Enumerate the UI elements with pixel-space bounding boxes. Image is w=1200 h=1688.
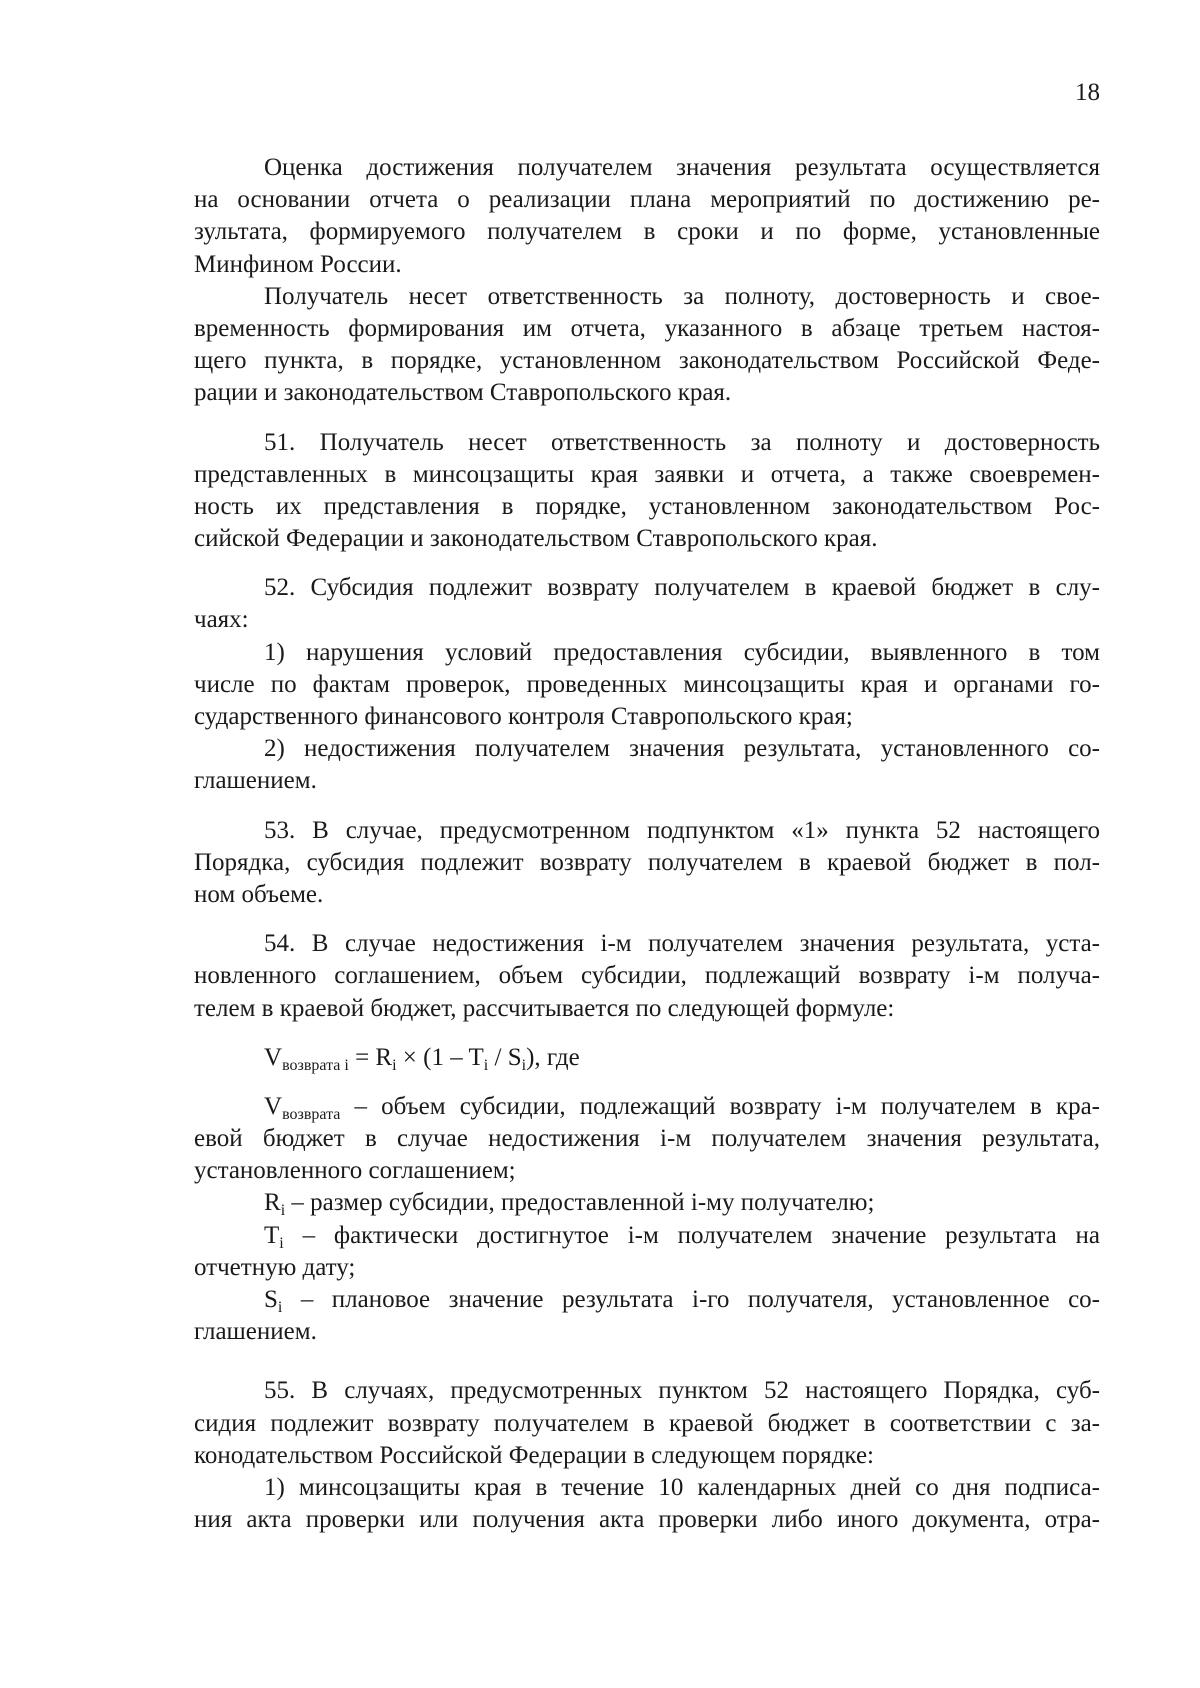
text-line: 52. Субсидия подлежит возврату получателем в краевой бюджет в слу- <box>264 574 1100 602</box>
text-line: чаях: <box>194 606 249 634</box>
text-line: $S_i$ – плановое значение результата i-го получателя, установленное со- <box>264 1286 1101 1316</box>
text-line: сийской Федерации и законодательством Ставропольского края. <box>194 525 878 553</box>
definition-r <box>194 1187 1100 1219</box>
paragraph-item-55-sub-1 <box>194 1472 1100 1536</box>
paragraph-item-52-sub-2 <box>194 733 1100 797</box>
text-line: зультата, формируемого получателем в сроки и по форме, установленные <box>194 218 1100 246</box>
text-line: 1) минсоцзащиты края в течение 10 календарных дней со дня подписа- <box>264 1473 1100 1501</box>
text-line: 51. Получатель несет ответственность за полноту и достоверность <box>264 428 1100 456</box>
text-line: глашением. <box>194 767 317 795</box>
formula-refund-volume: $V_{возврата i} = R_i \times (1 - T_i / S_i)$, где <box>264 1043 580 1074</box>
text-line: щего пункта, в порядке, установленном законодательством Российской Феде- <box>194 347 1100 375</box>
text-line: 53. В случае, предусмотренном подпунктом «1» пункта 52 настоящего <box>264 816 1100 844</box>
text-line: 1) нарушения условий предоставления субсидии, выявленного в том <box>264 638 1100 666</box>
text-line: Оценка достижения получателем значения результата осуществляется <box>264 154 1100 181</box>
text-line: ния акта проверки или получения акта проверки либо иного документа, отра- <box>194 1506 1100 1534</box>
text-line: конодательством Российской Федерации в следующем порядке: <box>194 1441 874 1469</box>
text-line: 55. В случаях, предусмотренных пунктом 52 настоящего Порядка, суб- <box>264 1377 1100 1405</box>
page-number: 18 <box>1075 79 1100 106</box>
text-line: Получатель несет ответственность за полноту, достоверность и свое- <box>264 282 1100 310</box>
definition-t <box>194 1220 1100 1284</box>
text-line: евой бюджет в случае недостижения i-м получателем значения результата, <box>194 1125 1100 1153</box>
text-line: $R_i$ – размер субсидии, предоставленной i-му получателю; <box>264 1189 875 1220</box>
text-line: рации и законодательством Ставропольского края. <box>194 379 732 407</box>
paragraph-item-52-sub-1 <box>194 637 1100 734</box>
text-line: сидия подлежит возврату получателем в краевой бюджет в соответствии с за- <box>194 1409 1100 1437</box>
paragraph-result-assessment <box>194 152 1100 281</box>
document-body <box>194 152 1100 1536</box>
text-line: отчетную дату; <box>194 1253 356 1281</box>
text-line: ность их представления в порядке, установленном законодательством Рос- <box>194 492 1100 520</box>
text-line: временность формирования им отчета, указанного в абзаце третьем настоя- <box>194 314 1100 342</box>
definition-v-refund <box>194 1091 1100 1188</box>
definition-s <box>194 1284 1100 1348</box>
paragraph-item-51 <box>194 427 1100 556</box>
text-line: 2) недостижения получателем значения результата, установленного со- <box>264 735 1100 763</box>
paragraph-item-52 <box>194 572 1100 636</box>
text-line: Порядка, субсидия подлежит возврату получателем в краевой бюджет в пол- <box>194 848 1100 876</box>
paragraph-recipient-responsibility <box>194 281 1100 410</box>
text-line: телем в краевой бюджет, рассчитывается по следующей формуле: <box>194 994 895 1022</box>
text-line: на основании отчета о реализации плана мероприятий по достижению ре- <box>194 186 1100 214</box>
text-line: $T_i$ – фактически достигнутое i-м получателем значение результата на <box>264 1221 1101 1252</box>
text-line: новленного соглашением, объем субсидии, подлежащий возврату i-м получа- <box>194 962 1100 990</box>
text-line: Минфином России. <box>194 250 402 278</box>
text-line: ном объеме. <box>194 880 324 908</box>
text-line: установленного соглашением; <box>194 1157 516 1185</box>
text-line: представленных в минсоцзащиты края заявки и отчета, а также своевремен- <box>194 460 1100 488</box>
text-line: глашением. <box>194 1318 317 1346</box>
paragraph-item-54 <box>194 928 1100 1025</box>
paragraph-item-55 <box>194 1375 1100 1472</box>
text-line: числе по фактам проверок, проведенных минсоцзащиты края и органами го- <box>194 670 1100 698</box>
text-line: 54. В случае недостижения i-м получателем значения результата, уста- <box>264 930 1100 958</box>
text-line: $V_{возврата}$ – объем субсидии, подлежащий возврату i-м получателем в кра- <box>264 1092 1100 1123</box>
paragraph-item-53 <box>194 815 1100 912</box>
text-line: сударственного финансового контроля Ставропольского края; <box>194 703 853 730</box>
